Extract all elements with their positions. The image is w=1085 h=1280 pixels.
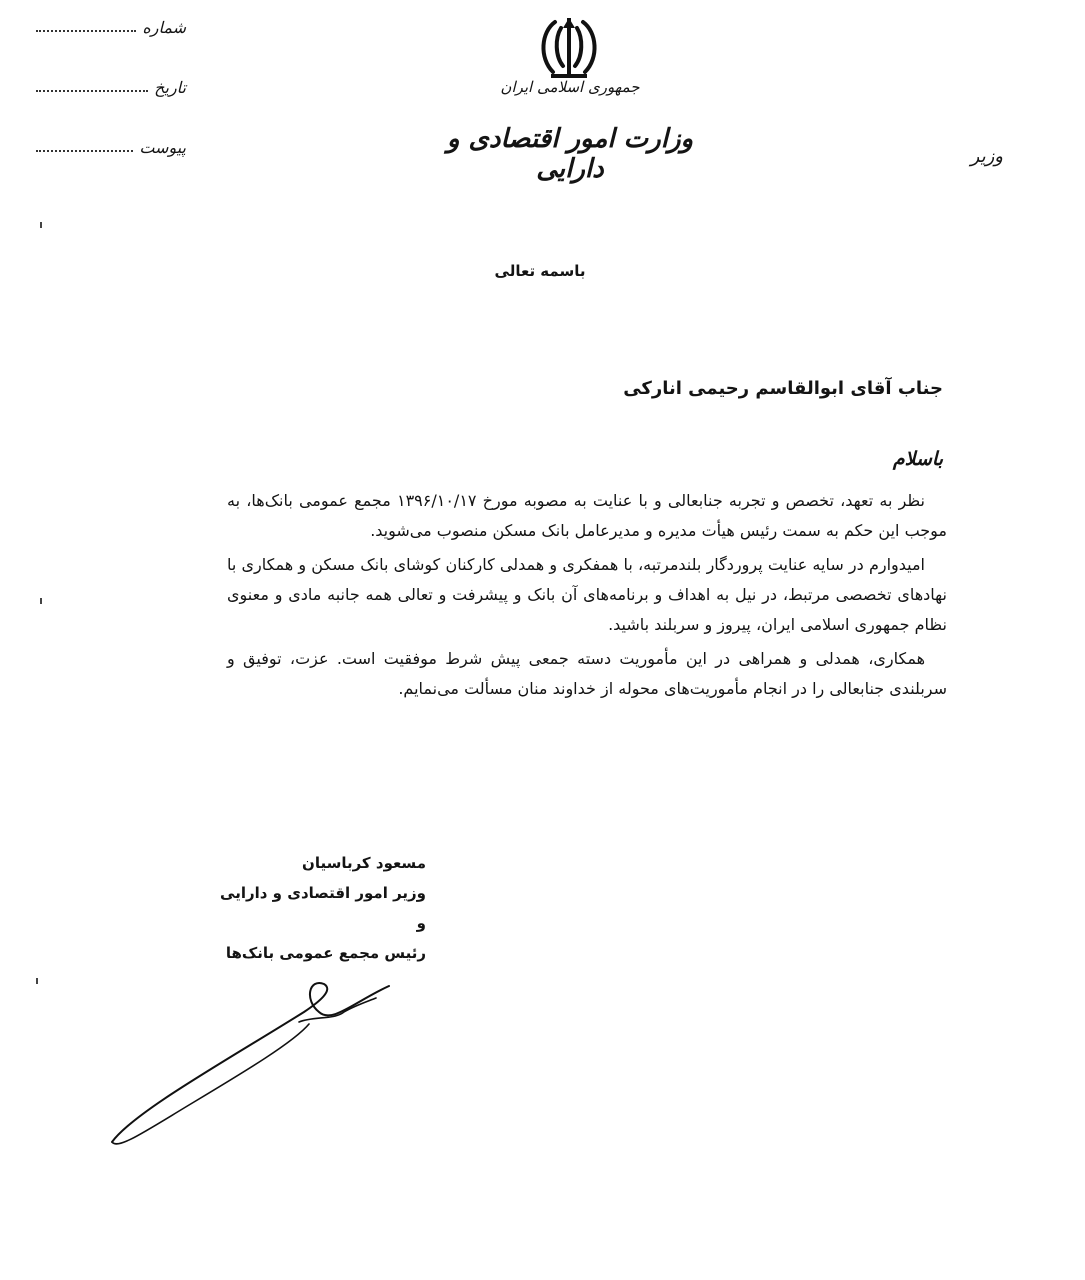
margin-mark (40, 222, 42, 228)
date-label: تاریخ (154, 78, 186, 97)
number-label: شماره (142, 18, 186, 37)
signature-block (150, 848, 426, 968)
signatory-name: مسعود کرباسیان (302, 854, 426, 872)
ministry-name: وزارت امور اقتصادی و دارایی (446, 124, 694, 184)
number-field (36, 18, 186, 37)
body-paragraph: امیدوارم در سایه عنایت پروردگار بلندمرتبه، با همفکری و همدلی کارکنان کوشای بانک مسکن و همکاری با نهادهای تخصصی مرتبط، در نیل به اهداف و برنامه‌های آن بانک و پیشرفت و تعالی همه جانبه مادی و معنوی نظام جمهوری اسلامی ایران، پیروز و سربلند باشید. (227, 555, 947, 634)
office-label: وزیر (970, 146, 1003, 167)
bismillah-heading: باسمه تعالی (494, 262, 586, 280)
signatory-title: وزیر امور اقتصادی و دارایی (220, 884, 426, 902)
attachment-field (36, 138, 186, 157)
addressee: جناب آقای ابوالقاسم رحیمی انارکی (623, 378, 943, 399)
republic-name: جمهوری اسلامی ایران (500, 78, 640, 96)
attachment-dotted-line (36, 149, 133, 152)
greeting: باسلام (892, 448, 943, 470)
body-paragraph: همکاری، همدلی و همراهی در این مأموریت دسته جمعی پیش شرط موفقیت است. عزت، توفیق و سربلندی جنابعالی را در انجام مأموریت‌های محوله از خداوند منان مسألت می‌نمایم. (227, 649, 947, 698)
body-paragraph: نظر به تعهد، تخصص و تجربه جنابعالی و با عنایت به مصوبه مورخ ۱۳۹۶/۱۰/۱۷ مجمع عمومی بانک‌ها، به موجب این حکم به سمت رئیس هیأت مدیره و مدیرعامل بانک مسکن منصوب می‌شوید. (227, 491, 947, 540)
attachment-label: پیوست (139, 138, 186, 157)
signatory-conjunction: و (416, 914, 426, 932)
number-dotted-line (36, 29, 136, 32)
margin-mark (40, 598, 42, 604)
margin-mark (36, 978, 38, 984)
letter-body (227, 486, 947, 708)
signatory-title2: رئیس مجمع عمومی بانک‌ها (225, 944, 426, 962)
date-dotted-line (36, 89, 148, 92)
handwritten-signature (104, 972, 404, 1152)
date-field (36, 78, 186, 97)
iran-emblem-icon (533, 14, 605, 80)
